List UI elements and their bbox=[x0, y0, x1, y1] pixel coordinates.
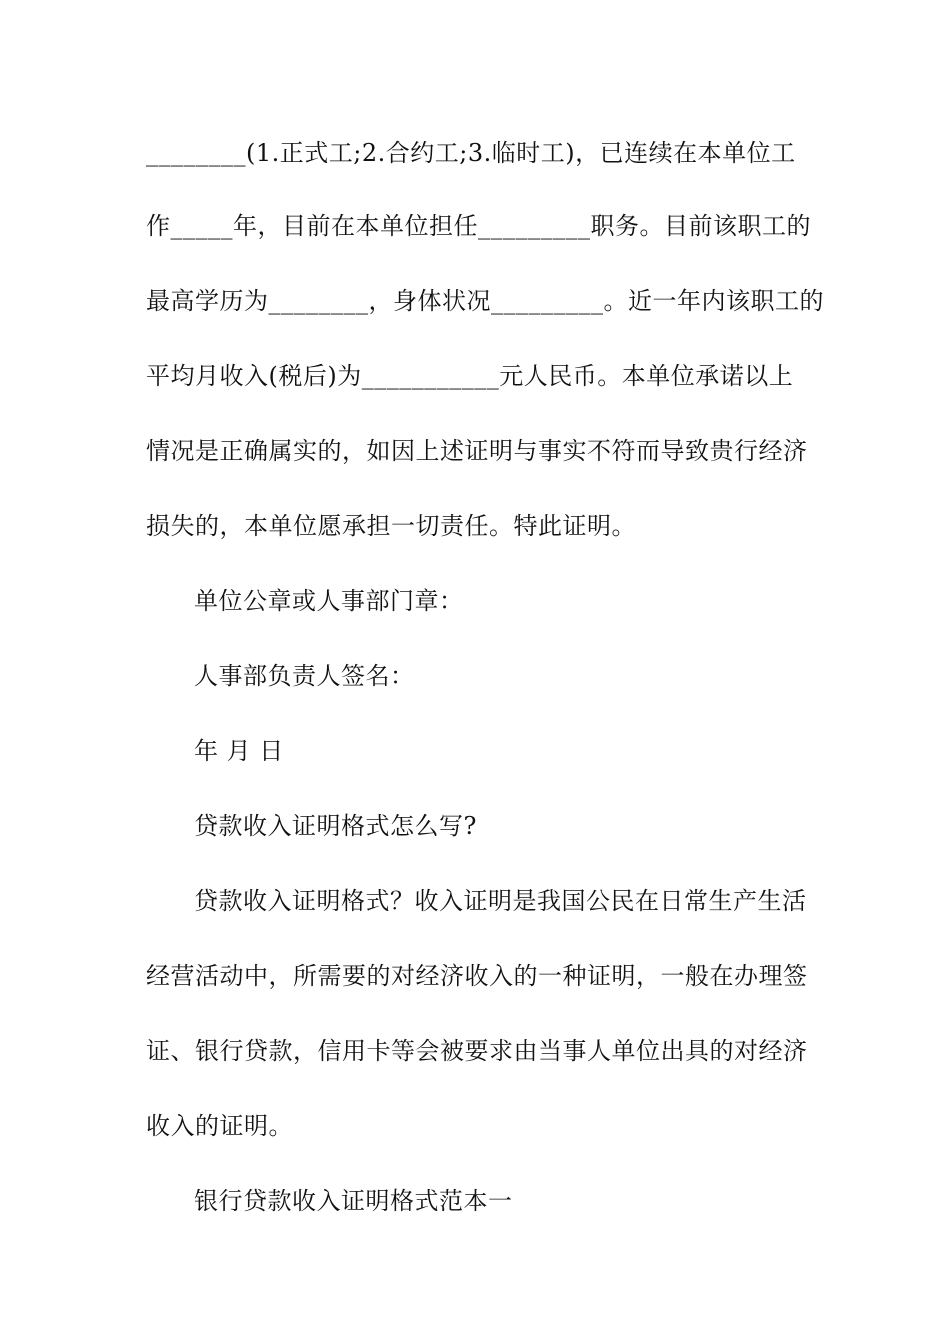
paragraph-line: ________(1.正式工;2.合约工;3.临时工)，已连续在本单位工 bbox=[146, 139, 796, 167]
seal-label: 单位公章或人事部门章： bbox=[194, 587, 464, 615]
paragraph-line: 贷款收入证明格式？收入证明是我国公民在日常生产生活 bbox=[194, 887, 807, 915]
paragraph-line: 平均月收入(税后)为___________元人民币。本单位承诺以上 bbox=[146, 362, 794, 390]
paragraph-line: 收入的证明。 bbox=[146, 1112, 293, 1140]
section-heading: 贷款收入证明格式怎么写? bbox=[194, 812, 477, 840]
signature-label: 人事部负责人签名： bbox=[194, 662, 415, 690]
paragraph-line: 情况是正确属实的，如因上述证明与事实不符而导致贵行经济 bbox=[146, 437, 808, 465]
paragraph-line: 证、银行贷款，信用卡等会被要求由当事人单位出具的对经济 bbox=[146, 1037, 808, 1065]
date-label: 年 月 日 bbox=[194, 737, 284, 765]
paragraph-line: 损失的，本单位愿承担一切责任。特此证明。 bbox=[146, 512, 636, 540]
sample-heading: 银行贷款收入证明格式范本一 bbox=[194, 1187, 513, 1215]
paragraph-line: 经营活动中，所需要的对经济收入的一种证明，一般在办理签 bbox=[146, 962, 808, 990]
paragraph-line: 作_____年，目前在本单位担任_________职务。目前该职工的 bbox=[146, 212, 811, 240]
paragraph-line: 最高学历为________，身体状况_________。近一年内该职工的 bbox=[146, 287, 824, 315]
